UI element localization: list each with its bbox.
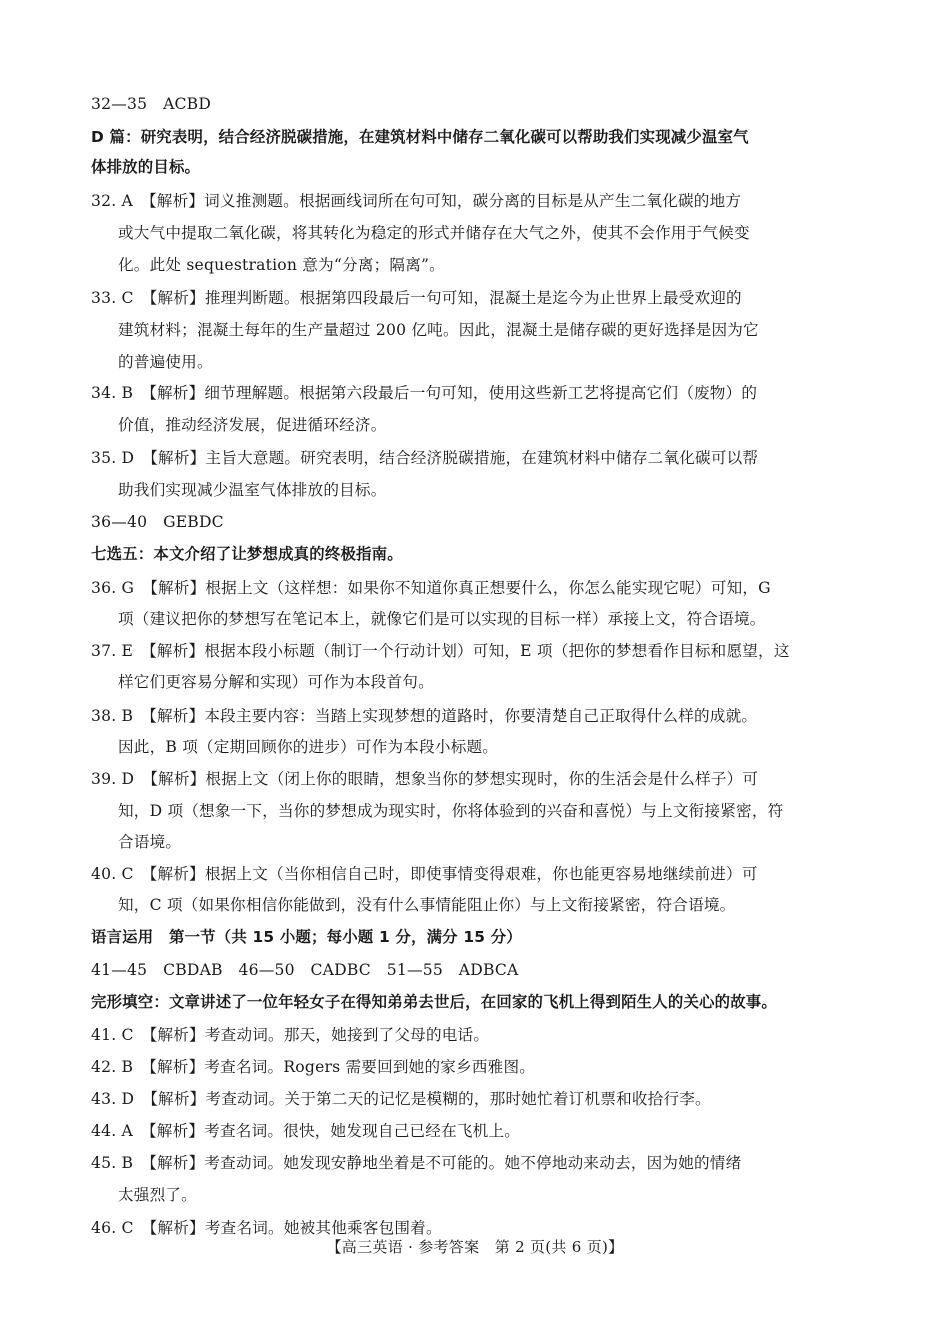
language-use-section-title: 语言运用 第一节（共 15 小题；每小题 1 分，满分 15 分） bbox=[91, 928, 522, 946]
answer-34: 34. B 【解析】细节理解题。根据第六段最后一句可知，使用这些新工艺将提高它们（废物）的 bbox=[91, 384, 758, 402]
answer-39-cont: 知，D 项（想象一下，当你的梦想成为现实时，你将体验到的兴奋和喜悦）与上文衔接紧密，符 bbox=[118, 802, 784, 820]
answer-42: 42. B 【解析】考查名词。Rogers 需要回到她的家乡西雅图。 bbox=[91, 1058, 536, 1076]
answer-40: 40. C 【解析】根据上文（当你相信自己时，即使事情变得艰难，你也能更容易地继续前进）可 bbox=[91, 865, 758, 883]
answer-range-41-55: 41—45 CBDAB 46—50 CADBC 51—55 ADBCA bbox=[91, 961, 519, 979]
answer-46: 46. C 【解析】考查名词。她被其他乘客包围着。 bbox=[91, 1219, 442, 1237]
answer-range-36-40: 36—40 GEBDC bbox=[91, 513, 224, 531]
answer-39: 39. D 【解析】根据上文（闭上你的眼睛，想象当你的梦想实现时，你的生活会是什么样子）可 bbox=[91, 770, 759, 788]
answer-34-cont: 价值，推动经济发展，促进循环经济。 bbox=[118, 416, 387, 434]
cloze-summary: 完形填空：文章讲述了一位年轻女子在得知弟弟去世后，在回家的飞机上得到陌生人的关心的故事。 bbox=[91, 993, 777, 1011]
answer-43: 43. D 【解析】考查动词。关于第二天的记忆是模糊的，那时她忙着订机票和收拾行李。 bbox=[91, 1090, 711, 1108]
answer-41: 41. C 【解析】考查动词。那天，她接到了父母的电话。 bbox=[91, 1026, 490, 1044]
answer-33-cont: 建筑材料；混凝土每年的生产量超过 200 亿吨。因此，混凝土是储存碳的更好选择是因为它 bbox=[118, 321, 759, 339]
answer-32-cont: 或大气中提取二氧化碳，将其转化为稳定的形式并储存在大气之外，使其不会作用于气候变 bbox=[118, 224, 750, 242]
answer-39-cont2: 合语境。 bbox=[118, 833, 182, 851]
answer-33: 33. C 【解析】推理判断题。根据第四段最后一句可知，混凝土是迄今为止世界上最受欢迎的 bbox=[91, 289, 742, 307]
answer-35: 35. D 【解析】主旨大意题。研究表明，结合经济脱碳措施，在建筑材料中储存二氧化碳可以帮 bbox=[91, 449, 759, 467]
answer-45: 45. B 【解析】考查动词。她发现安静地坐着是不可能的。她不停地动来动去，因为她的情绪 bbox=[91, 1154, 742, 1172]
answer-36-cont: 项（建议把你的梦想写在笔记本上，就像它们是可以实现的目标一样）承接上文，符合语境。 bbox=[118, 610, 766, 628]
passage-d-summary: D 篇：研究表明，结合经济脱碳措施，在建筑材料中储存二氧化碳可以帮助我们实现减少温室气 bbox=[91, 128, 749, 146]
answer-35-cont: 助我们实现减少温室气体排放的目标。 bbox=[118, 481, 387, 499]
answer-38-cont: 因此，B 项（定期回顾你的进步）可作为本段小标题。 bbox=[118, 738, 499, 756]
answer-32-cont2: 化。此处 sequestration 意为“分离；隔离”。 bbox=[118, 256, 445, 274]
seven-choose-five-summary: 七选五：本文介绍了让梦想成真的终极指南。 bbox=[91, 545, 403, 563]
answer-33-cont2: 的普遍使用。 bbox=[118, 353, 213, 371]
answer-40-cont: 知，C 项（如果你相信你能做到，没有什么事情能阻止你）与上文衔接紧密，符合语境。 bbox=[118, 896, 736, 914]
answer-44: 44. A 【解析】考查名词。很快，她发现自己已经在飞机上。 bbox=[91, 1122, 521, 1140]
page-footer: 【高三英语 · 参考答案 第 2 页(共 6 页)】 bbox=[326, 1238, 624, 1256]
answer-range-32-35: 32—35 ACBD bbox=[91, 95, 212, 113]
answer-38: 38. B 【解析】本段主要内容：当踏上实现梦想的道路时，你要清楚自己正取得什么样的成就。 bbox=[91, 707, 758, 725]
answer-45-cont: 太强烈了。 bbox=[118, 1186, 197, 1204]
answer-36: 36. G 【解析】根据上文（这样想：如果你不知道你真正想要什么，你怎么能实现它呢）可知，G bbox=[91, 579, 771, 597]
passage-d-summary-cont: 体排放的目标。 bbox=[91, 158, 201, 176]
answer-32: 32. A 【解析】词义推测题。根据画线词所在句可知，碳分离的目标是从产生二氧化碳的地方 bbox=[91, 192, 742, 210]
answer-37-cont: 样它们更容易分解和实现）可作为本段首句。 bbox=[118, 673, 434, 691]
answer-37: 37. E 【解析】根据本段小标题（制订一个行动计划）可知，E 项（把你的梦想看作目标和愿望，这 bbox=[91, 642, 790, 660]
